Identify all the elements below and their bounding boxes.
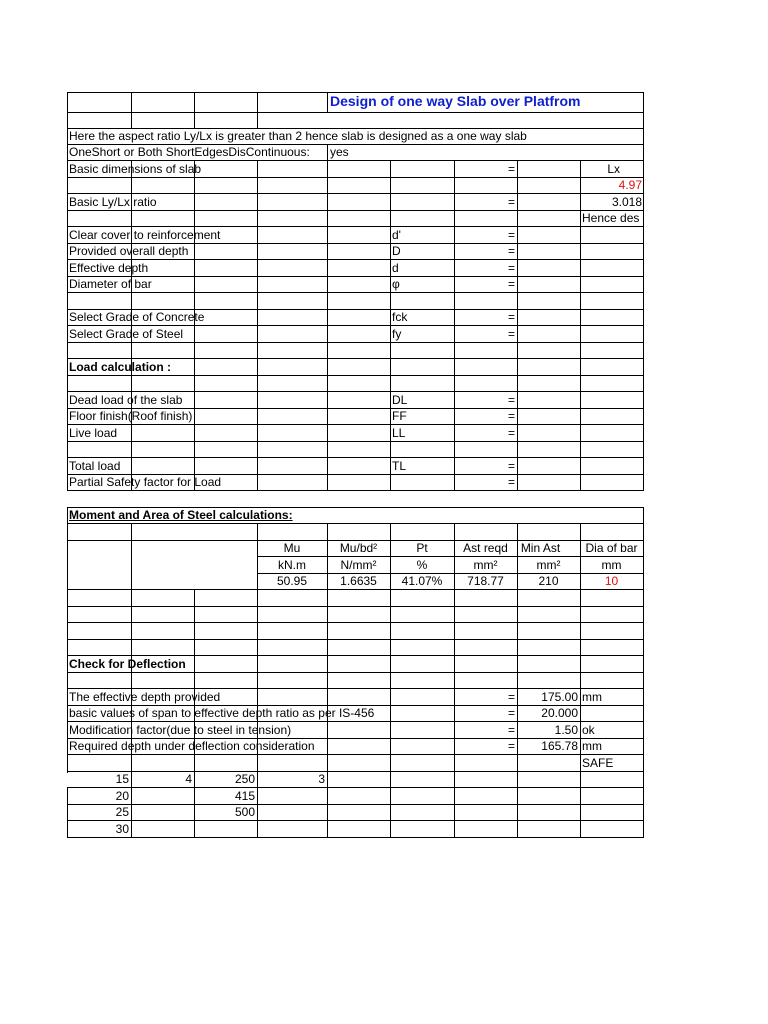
equals-sign: = [507, 195, 515, 209]
edges-label: OneShort or Both ShortEdgesDisContinuous: [69, 145, 310, 159]
deflection-unit: mm [582, 739, 602, 753]
lookup-cell: 30 [115, 822, 129, 836]
lookup-cell: 4 [185, 772, 192, 786]
equals-sign: = [507, 228, 515, 242]
value-min-ast: 210 [538, 574, 559, 588]
deflection-unit: ok [582, 723, 595, 737]
lookup-cell: 415 [234, 789, 255, 803]
col-header-pt: Pt [416, 541, 428, 555]
page-title: Design of one way Slab over Platfrom [330, 93, 581, 109]
grade-symbol: fck [392, 310, 408, 324]
lookup-cell: 250 [234, 772, 255, 786]
deflection-label: basic values of span to effective depth ratio as per IS-456 [69, 706, 375, 720]
equals-sign: = [507, 310, 515, 324]
unit-pt: % [416, 558, 428, 572]
value-pt: 41.07% [401, 574, 443, 588]
unit-ast-reqd: mm² [473, 558, 498, 572]
value-mu: 50.95 [276, 574, 308, 588]
aspect-ratio-note: Here the aspect ratio Ly/Lx is greater than 2 hence slab is designed as a one way slab [69, 129, 527, 143]
grade-label: Select Grade of Concrete [69, 310, 205, 324]
load-label: Floor finish(Roof finish) [69, 409, 193, 423]
equals-sign: = [507, 475, 515, 489]
param-label: Provided overall depth [69, 244, 189, 258]
lookup-cell: 500 [234, 805, 255, 819]
basic-dimensions-label: Basic dimensions of slab [69, 162, 202, 176]
load-symbol: FF [392, 409, 407, 423]
equals-sign: = [507, 162, 515, 176]
equals-sign: = [507, 409, 515, 423]
equals-sign: = [507, 277, 515, 291]
equals-sign: = [507, 261, 515, 275]
param-label: Diameter of bar [69, 277, 152, 291]
lookup-cell: 20 [115, 789, 129, 803]
unit-min-ast: mm² [536, 558, 561, 572]
load-calculation-heading: Load calculation : [69, 360, 172, 374]
edges-value[interactable]: yes [330, 145, 349, 159]
deflection-label: The effective depth provided [69, 690, 221, 704]
col-header-mu: Mu [283, 541, 301, 555]
col-header-ast-reqd: Ast reqd [463, 541, 508, 555]
deflection-label: Required depth under deflection consideration [69, 739, 315, 753]
grade-symbol: fy [392, 327, 402, 341]
lookup-cell: 15 [115, 772, 129, 786]
deflection-value: 175.00 [541, 690, 578, 704]
equals-sign: = [507, 706, 515, 720]
deflection-heading: Check for Deflection [69, 657, 186, 671]
ly-lx-ratio-label: Basic Ly/Lx ratio [69, 195, 157, 209]
deflection-value: 165.78 [541, 739, 578, 753]
value-mu-bd2: 1.6635 [340, 574, 377, 588]
col-header-mu-bd2: Mu/bd² [339, 541, 378, 555]
equals-sign: = [507, 393, 515, 407]
param-label: Clear cover to reinforcement [69, 228, 221, 242]
deflection-result: SAFE [582, 756, 614, 770]
equals-sign: = [507, 244, 515, 258]
load-label: Dead load of the slab [69, 393, 183, 407]
param-symbol: d' [392, 228, 401, 242]
grade-label: Select Grade of Steel [69, 327, 184, 341]
deflection-label: Modification factor(due to steel in tension) [69, 723, 292, 737]
param-symbol: d [392, 261, 399, 275]
total-load-symbol: TL [392, 459, 407, 473]
unit-mu: kN.m [278, 558, 306, 572]
deflection-value: 20.000 [541, 706, 578, 720]
value-ast-reqd: 718.77 [467, 574, 504, 588]
ly-lx-ratio-value: 3.018 [611, 195, 642, 209]
unit-dia-of-bar: mm [601, 558, 622, 572]
load-label: Live load [69, 426, 118, 440]
hence-design-note: Hence des [582, 211, 640, 225]
param-label: Effective depth [69, 261, 149, 275]
moment-steel-heading: Moment and Area of Steel calculations: [69, 508, 293, 522]
total-load-label: Total load [69, 459, 121, 473]
deflection-unit: mm [582, 690, 602, 704]
equals-sign: = [507, 327, 515, 341]
lookup-cell: 3 [318, 772, 325, 786]
equals-sign: = [507, 459, 515, 473]
lx-value[interactable]: 4.97 [618, 178, 642, 192]
value-dia-of-bar[interactable]: 10 [604, 574, 619, 588]
partial-safety-factor-label: Partial Safety factor for Load [69, 475, 222, 489]
equals-sign: = [507, 690, 515, 704]
equals-sign: = [507, 739, 515, 753]
deflection-value: 1.50 [554, 723, 578, 737]
equals-sign: = [507, 723, 515, 737]
col-header-min-ast: Min Ast [520, 541, 561, 555]
param-symbol: φ [392, 277, 400, 291]
param-symbol: D [392, 244, 401, 258]
load-symbol: LL [392, 426, 406, 440]
equals-sign: = [507, 426, 515, 440]
col-header-dia-of-bar: Dia of bar [585, 541, 638, 555]
lx-header: Lx [607, 162, 620, 176]
unit-mu-bd2: N/mm² [340, 558, 377, 572]
load-symbol: DL [392, 393, 408, 407]
lookup-cell: 25 [115, 805, 129, 819]
